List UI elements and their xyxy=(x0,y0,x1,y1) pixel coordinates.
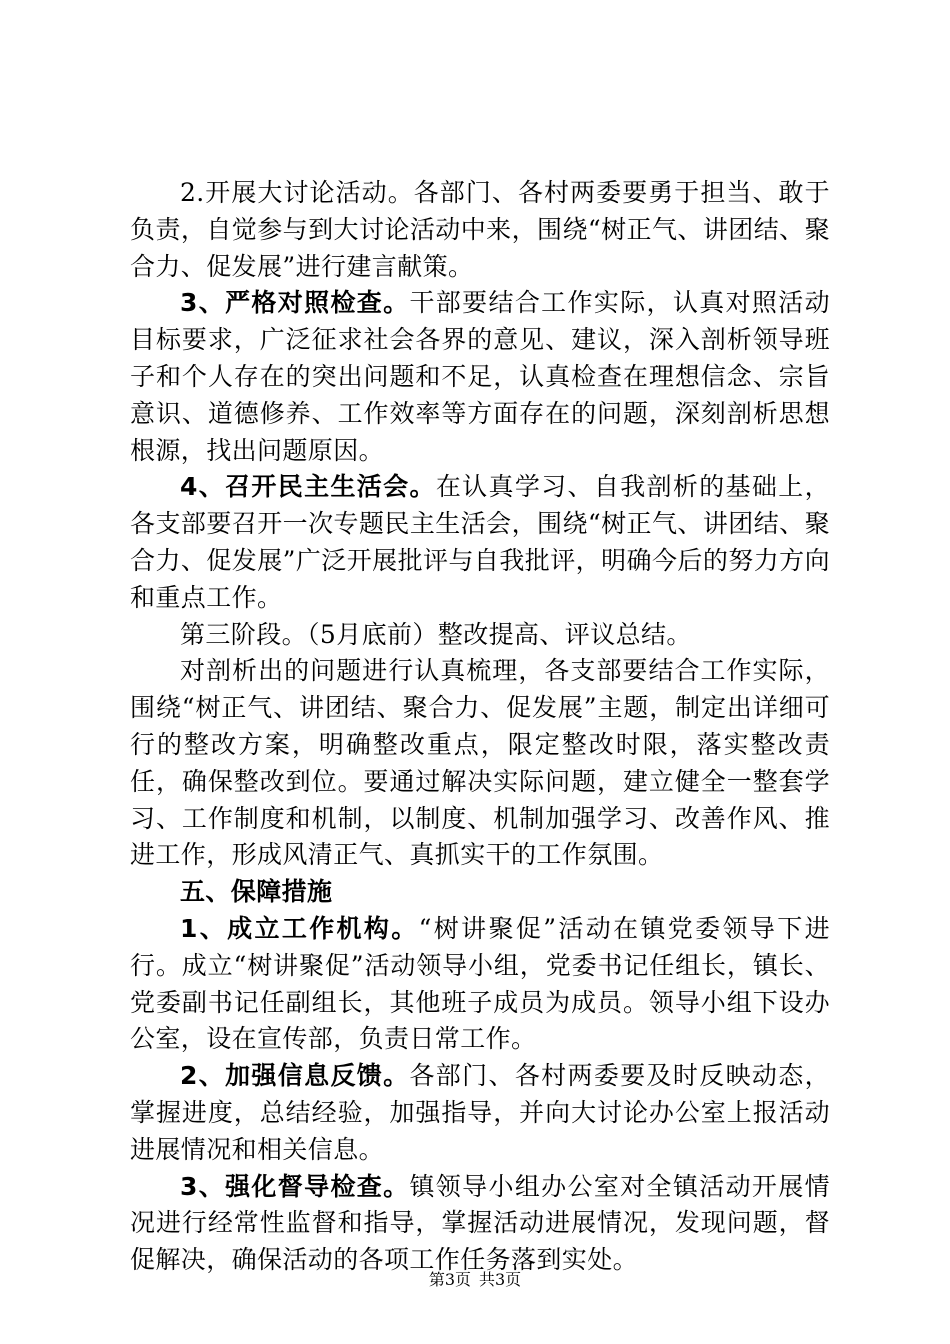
section-heading xyxy=(130,874,830,911)
paragraph-text: 对剖析出的问题进行认真梳理，各支部要结合工作实际，围绕“树正气、讲团结、聚合力、促发展”主题，制定出详细可行的整改方案，明确整改重点，限定整改时限，落实整改责任，确保整改到位。要通过解决实际问题，建立健全一整套学习、工作制度和机制，以制度、机制加强学习、改善作风、推进工作，形成风清正气、真抓实干的工作氛围。 xyxy=(130,656,830,870)
paragraph xyxy=(130,617,830,654)
page-number: 第3页 xyxy=(428,1270,471,1289)
document-body xyxy=(130,175,830,1279)
paragraph-heading: 3、强化督导检查。 xyxy=(180,1171,410,1201)
paragraph-heading: 4、召开民主生活会。 xyxy=(180,472,436,502)
section-heading-text: 五、保障措施 xyxy=(180,877,333,907)
paragraph-heading: 1、成立工作机构。 xyxy=(180,913,419,943)
paragraph-heading: 2、加强信息反馈。 xyxy=(180,1061,410,1091)
paragraph xyxy=(130,911,830,1058)
paragraph-text: 在认真学习、自我剖析的基础上，各支部要召开一次专题民主生活会，围绕“树正气、讲团结、聚合力、促发展”广泛开展批评与自我批评，明确今后的努力方向和重点工作。 xyxy=(130,472,830,612)
paragraph xyxy=(130,175,830,285)
paragraph-text: 2.开展大讨论活动。各部门、各村两委要勇于担当、敢于负责，自觉参与到大讨论活动中来，围绕“树正气、讲团结、聚合力、促发展”进行建言献策。 xyxy=(130,178,830,281)
page-footer xyxy=(0,1270,950,1290)
paragraph xyxy=(130,469,830,616)
paragraph-text: 各部门、各村两委要及时反映动态，掌握进度，总结经验，加强指导，并向大讨论办公室上报活动进展情况和相关信息。 xyxy=(130,1061,830,1164)
page-total: 共3页 xyxy=(479,1270,522,1289)
paragraph-text: 镇领导小组办公室对全镇活动开展情况进行经常性监督和指导，掌握活动进展情况，发现问题，督促解决，确保活动的各项工作任务落到实处。 xyxy=(130,1171,830,1275)
paragraph-text: 干部要结合工作实际，认真对照活动目标要求，广泛征求社会各界的意见、建议，深入剖析领导班子和个人存在的突出问题和不足，认真检查在理想信念、宗旨意识、道德修养、工作效率等方面存在的问题，深刻剖析思想根源，找出问题原因。 xyxy=(130,288,830,465)
paragraph-heading: 3、严格对照检查。 xyxy=(180,288,410,318)
paragraph xyxy=(130,1169,830,1279)
paragraph xyxy=(130,1058,830,1168)
paragraph xyxy=(130,285,830,469)
paragraph xyxy=(130,653,830,874)
paragraph-text: 第三阶段。（5月底前）整改提高、评议总结。 xyxy=(180,619,692,649)
paragraph-text: “树讲聚促”活动在镇党委领导下进行。成立“树讲聚促”活动领导小组，党委书记任组长，镇长、党委副书记任副组长，其他班子成员为成员。领导小组下设办公室，设在宣传部，负责日常工作。 xyxy=(130,913,830,1054)
